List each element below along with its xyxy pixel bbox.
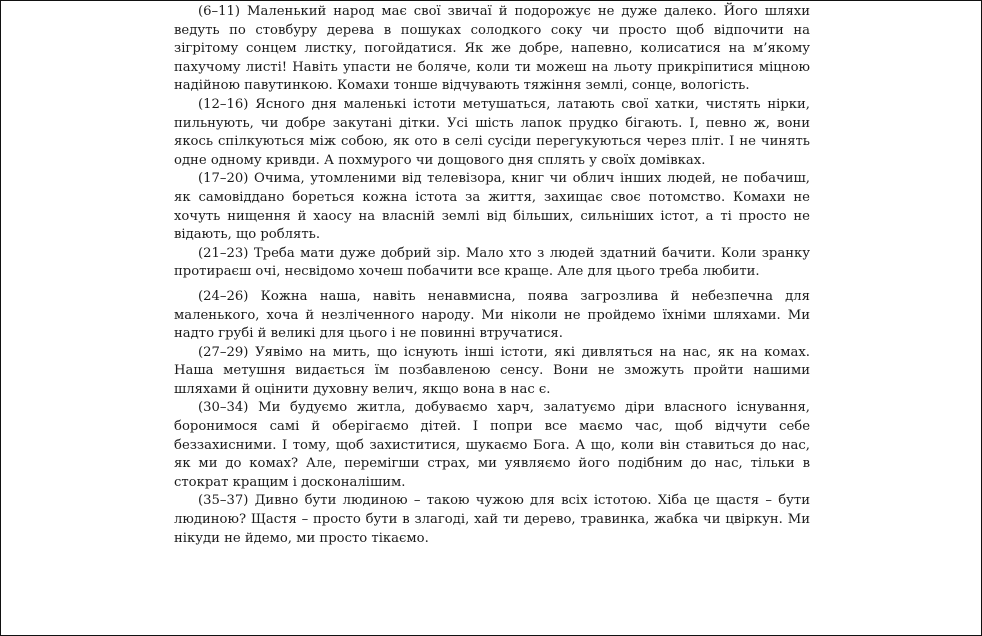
- sentence-range-label: (17–20): [198, 171, 249, 187]
- sentence-range-label: (30–34): [198, 400, 249, 416]
- paragraph-6-11: [174, 3, 810, 96]
- paragraph-17-20: [174, 170, 810, 244]
- paragraph-35-37: [174, 492, 810, 548]
- sentence-range-label: (35–37): [198, 493, 249, 509]
- paragraph-12-16: [174, 96, 810, 170]
- sentence-range-label: (21–23): [198, 245, 249, 261]
- paragraph-27-29: [174, 344, 810, 400]
- paragraph-21-23: [174, 245, 810, 282]
- paragraph-text: Уявімо на мить, що існують інші істоти, які дивляться на нас, як на комах. Наша метушня видається їм позбавленою сенсу. Вони не зможуть пройти нашими шляхами й оцінити духовну велич, якщо вона в нас є.: [174, 344, 810, 397]
- sentence-range-label: (24–26): [198, 288, 249, 304]
- sentence-range-label: (6–11): [198, 4, 241, 19]
- paragraph-text: Ми будуємо житла, добуваємо харч, залатуємо діри власного існування, боронимося самі й оберігаємо дітей. І попри все маємо час, щоб відчути себе беззахисними. І тому, щоб захиститися, шукаємо Бога. А що, коли він ставиться до нас, як ми до комах? Але, перемігши страх, ми уявляємо його подібним до нас, тільки в стократ кращим і досконалішим.: [174, 400, 810, 490]
- text-column: [174, 3, 810, 548]
- sentence-range-label: (12–16): [198, 96, 249, 112]
- paragraph-text: Кожна наша, навіть ненавмисна, поява загрозлива й небезпечна для маленького, хоча й незліченного народу. Ми ніколи не пройдемо їхніми шляхами. Ми надто грубі й великі для цього і не повинні втручатися.: [174, 288, 810, 342]
- paragraph-24-26: [174, 288, 810, 344]
- sentence-range-label: (27–29): [198, 344, 249, 360]
- paragraph-text: Ясного дня маленькі істоти метушаться, латають свої хатки, чистять нірки, пильнують, чи добре закутані дітки. Усі шість лапок прудко бігають. І, певно ж, вони якось спілкуються між собою, як ото в селі сусіди перегукуються через пліт. І не чинять одне одному кривди. А похмурого чи дощового дня сплять у своїх домівках.: [174, 96, 810, 168]
- paragraph-text: Треба мати дуже добрий зір. Мало хто з людей здатний бачити. Коли зранку протираєш очі, несвідомо хочеш побачити все краще. Але для цього треба любити.: [174, 245, 810, 280]
- paragraph-text: Очима, утомленими від телевізора, книг чи облич інших людей, не побачиш, як самовіддано бореться кожна істота за життя, захищає своє потомство. Комахи не хочуть нищення й хаосу на власній землі від більших, сильніших істот, а ті просто не відають, що роблять.: [174, 171, 810, 243]
- paragraph-text: Дивно бути людиною – такою чужою для всіх істотою. Хіба це щастя – бути людиною? Щастя – просто бути в злагоді, хай ти дерево, травинка, жабка чи цвіркун. Ми нікуди не йдемо, ми просто тікаємо.: [174, 493, 810, 546]
- paragraph-text: Маленький народ має свої звичаї й подорожує не дуже далеко. Його шляхи ведуть по стовбуру дерева в пошуках солодкого соку чи просто щоб відпочити на зігрітому сонцем листку, погойдатися. Як же добре, напевно, колисатися на м’якому пахучому листі! Навіть упасти не боляче, коли ти можеш на льоту прикріпитися міцною надійною павутинкою. Комахи тонше відчувають тяжіння землі, сонце, вологість.: [174, 4, 810, 94]
- paragraph-30-34: [174, 399, 810, 492]
